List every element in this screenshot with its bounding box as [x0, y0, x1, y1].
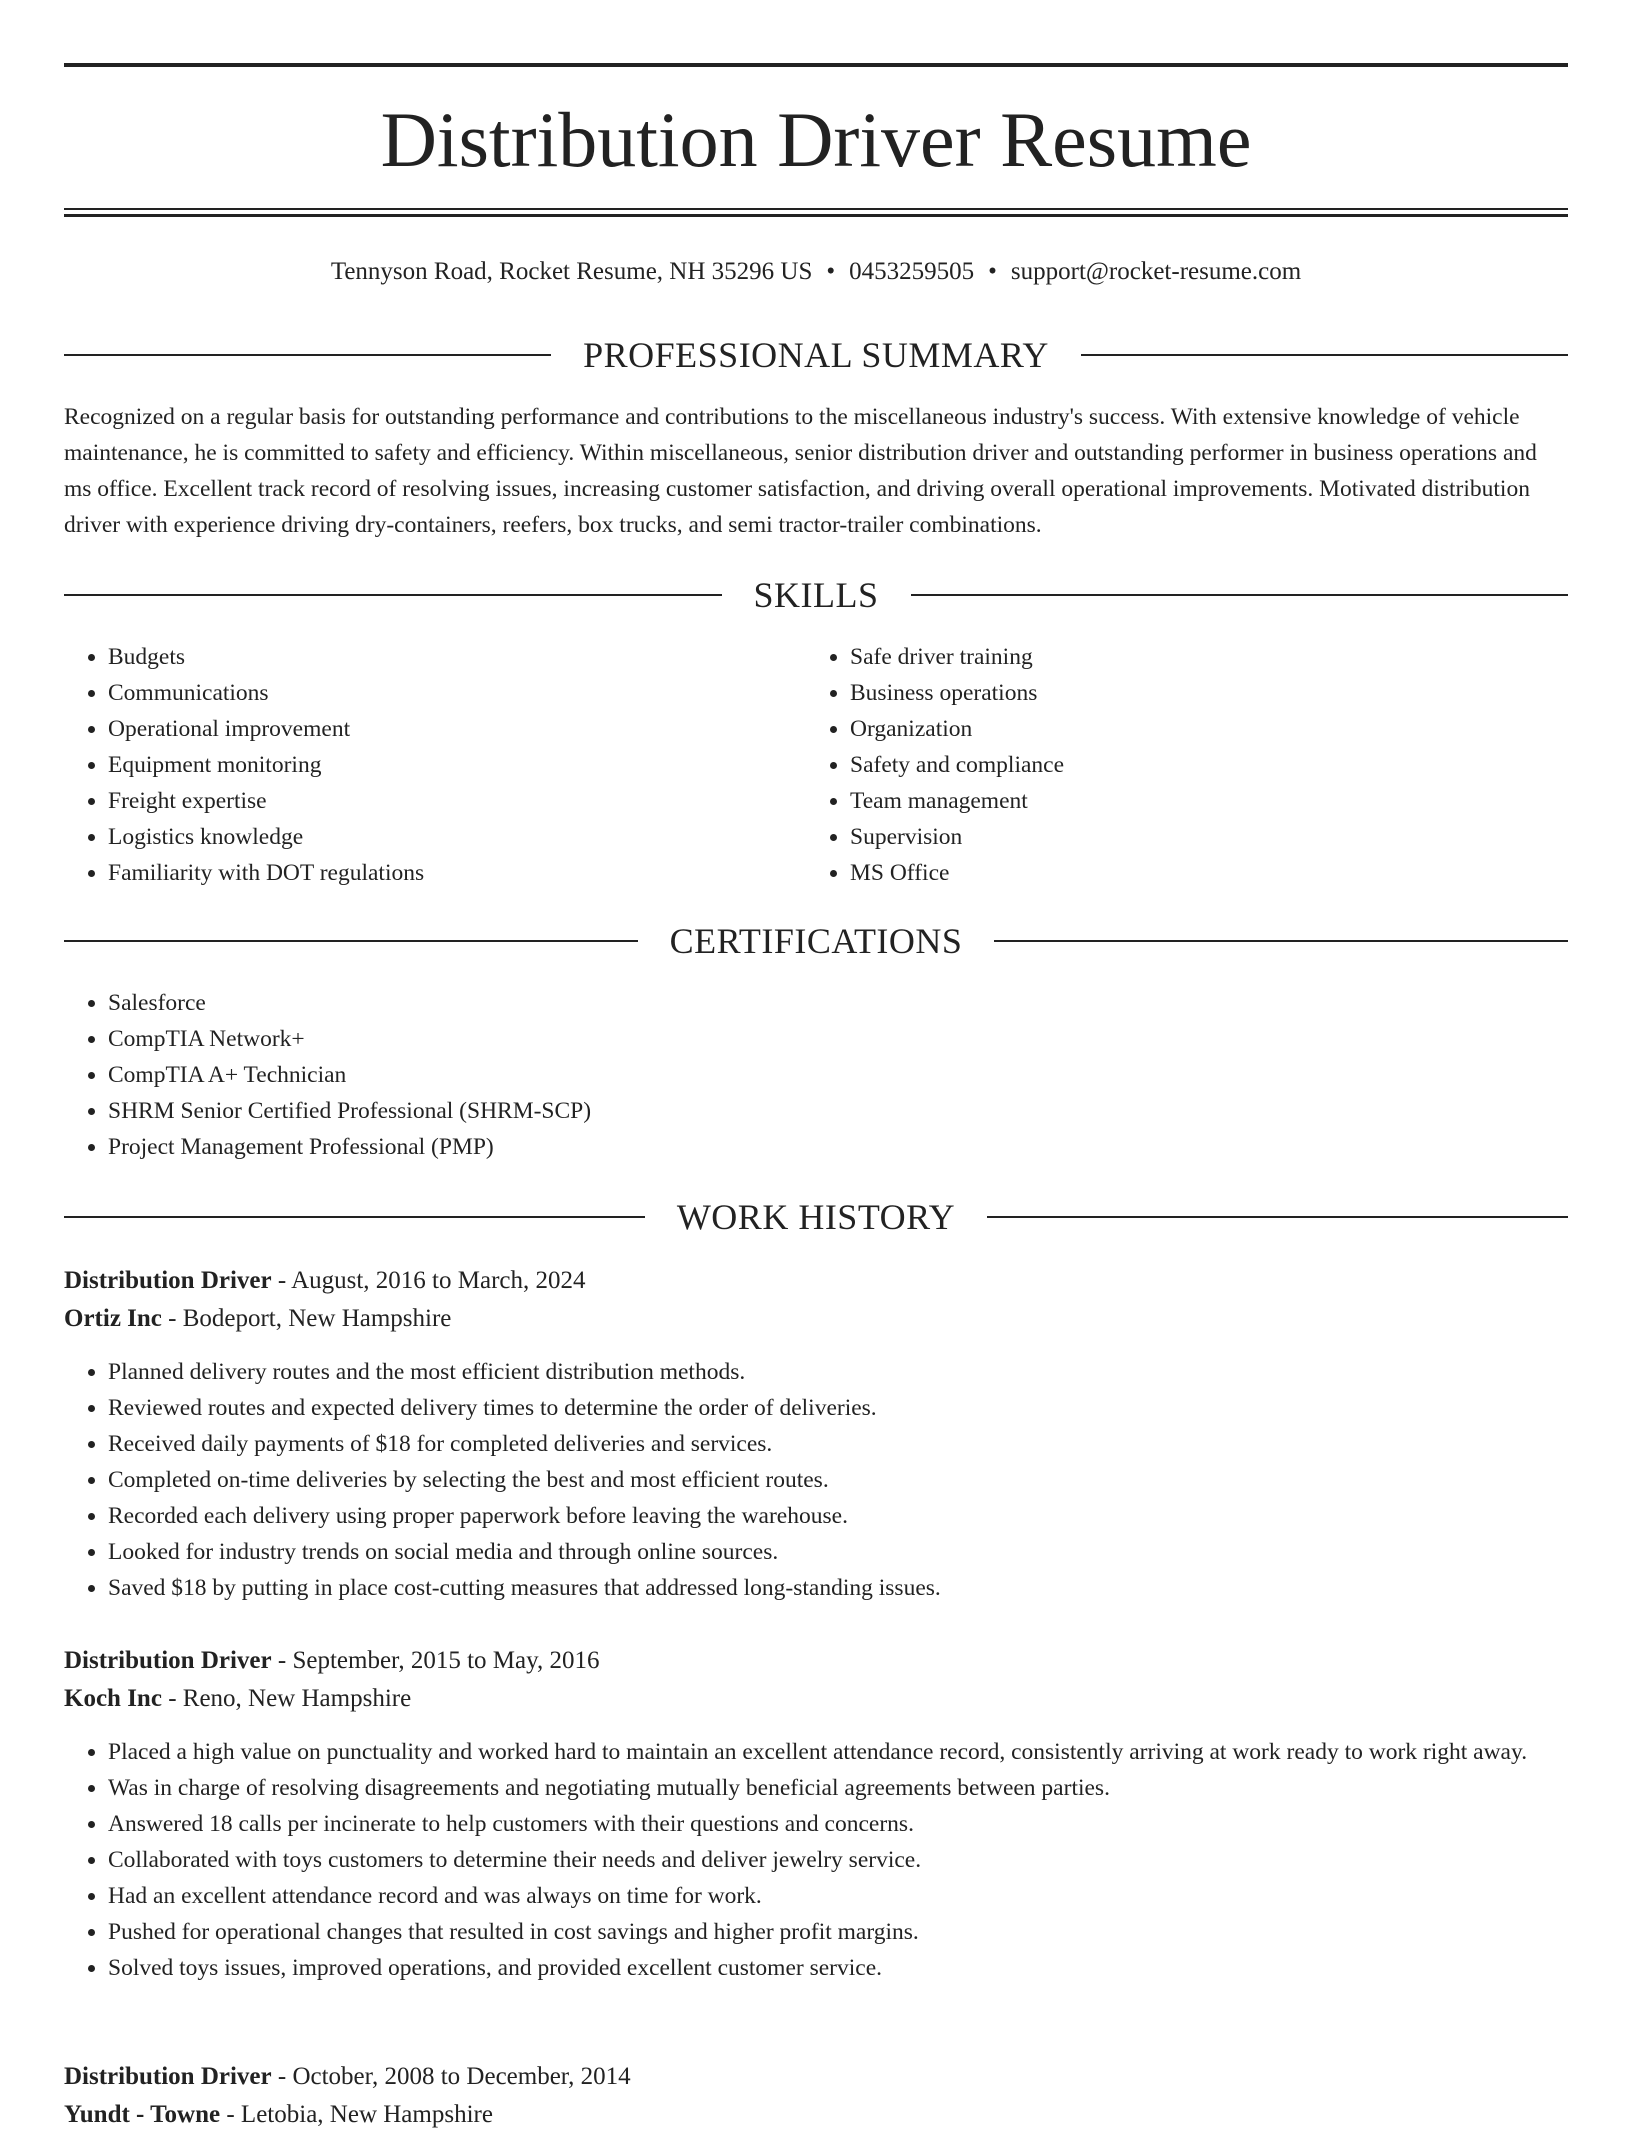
skill-item: • Freight expertise: [108, 783, 424, 819]
certifications-block: [64, 985, 591, 1165]
skill-item: • Team management: [850, 783, 1064, 819]
skill-item: • Communications: [108, 675, 424, 711]
contact-phone: 0453259505: [849, 258, 975, 285]
job-bullet: • Placed a high value on punctuality and worked hard to maintain an excellent attendance record, consistently arriving at work ready to work right away.: [108, 1734, 1568, 1770]
job-bullet: • Reviewed routes and expected delivery times to determine the order of deliveries.: [108, 1390, 1568, 1426]
heading-rule: [64, 594, 722, 596]
skill-item: • Equipment monitoring: [108, 747, 424, 783]
section-title: WORK HISTORY: [676, 1197, 956, 1237]
skill-item: • Business operations: [850, 675, 1064, 711]
heading-rule: [64, 1216, 645, 1218]
job-location: - Letobia, New Hampshire: [220, 2101, 493, 2128]
job-bullet: • Pushed for operational changes that resulted in cost savings and higher profit margins.: [108, 1914, 1568, 1950]
skills-list: [64, 639, 424, 891]
job-bullet: • Answered 18 calls per incinerate to help customers with their questions and concerns.: [108, 1806, 1568, 1842]
section-title: PROFESSIONAL SUMMARY: [583, 335, 1049, 375]
job-title-line: [64, 1262, 1568, 1300]
section-title: SKILLS: [753, 575, 879, 615]
job-bullet: • Had an excellent attendance record and was always on time for work.: [108, 1878, 1568, 1914]
contact-email: support@rocket-resume.com: [1010, 258, 1302, 285]
skill-item: • Familiarity with DOT regulations: [108, 855, 424, 891]
certification-item: • SHRM Senior Certified Professional (SHRM-SCP): [108, 1093, 591, 1129]
skill-item: • Supervision: [850, 819, 1064, 855]
job-company: Yundt - Towne: [64, 2101, 221, 2128]
job-company-line: [64, 1680, 1568, 1718]
job-company: Koch Inc: [64, 1685, 162, 1712]
skill-item: • Budgets: [108, 639, 424, 675]
certification-item: • CompTIA A+ Technician: [108, 1057, 591, 1093]
heading-rule: [911, 594, 1569, 596]
job-dates: - August, 2016 to March, 2024: [271, 1267, 586, 1294]
summary-text: Recognized on a regular basis for outstanding performance and contributions to the miscellaneous industry's success. With extensive knowledge of vehicle maintenance, he is committed to safety and efficiency. Within miscellaneous, senior distribution driver and outstanding performer in business operations and ms office. Excellent track record of resolving issues, increasing customer satisfaction, and driving overall operational improvements. Motivated distribution driver with experience driving dry-containers, reefers, box trucks, and semi tractor-trailer combinations.: [64, 404, 1537, 538]
job-location: - Reno, New Hampshire: [161, 1685, 412, 1712]
certifications-list: [64, 985, 591, 1165]
job-location: - Bodeport, New Hampshire: [161, 1305, 452, 1332]
job-bullet: • Planned delivery routes and the most efficient distribution methods.: [108, 1354, 1568, 1390]
job-bullets: [64, 1354, 1568, 1606]
top-rule: [64, 63, 1568, 67]
section-heading-summary: [64, 332, 1568, 378]
job-entry: [64, 1642, 1568, 1986]
job-bullets: [64, 1734, 1568, 1986]
contact-address: Tennyson Road, Rocket Resume, NH 35296 US: [330, 258, 813, 285]
skill-item: • Safe driver training: [850, 639, 1064, 675]
job-bullet: • Received daily payments of $18 for completed deliveries and services.: [108, 1426, 1568, 1462]
job-dates: - September, 2015 to May, 2016: [271, 1647, 600, 1674]
job-title: Distribution Driver: [64, 1647, 272, 1674]
section-heading-work: [64, 1194, 1568, 1240]
job-bullet: • Completed on-time deliveries by selecting the best and most efficient routes.: [108, 1462, 1568, 1498]
heading-rule: [994, 940, 1568, 942]
job-bullet: • Collaborated with toys customers to determine their needs and deliver jewelry service.: [108, 1842, 1568, 1878]
certification-item: • Project Management Professional (PMP): [108, 1129, 591, 1165]
job-title-line: [64, 2058, 1568, 2096]
heading-rule: [1081, 354, 1568, 356]
job-title-line: [64, 1642, 1568, 1680]
job-company-line: [64, 1300, 1568, 1338]
title-double-rule: [64, 208, 1568, 217]
section-title: CERTIFICATIONS: [669, 921, 963, 961]
skill-item: • Organization: [850, 711, 1064, 747]
contact-separator: •: [826, 258, 836, 285]
job-company: Ortiz Inc: [64, 1305, 162, 1332]
job-bullet: • Recorded each delivery using proper paperwork before leaving the warehouse.: [108, 1498, 1568, 1534]
job-entry: [64, 1262, 1568, 1606]
job-bullet: • Saved $18 by putting in place cost-cutting measures that addressed long-standing issues.: [108, 1570, 1568, 1606]
job-bullet: • Looked for industry trends on social media and through online sources.: [108, 1534, 1568, 1570]
job-dates: - October, 2008 to December, 2014: [271, 2063, 631, 2090]
job-bullet: • Solved toys issues, improved operations, and provided excellent customer service.: [108, 1950, 1568, 1986]
job-company-line: [64, 2096, 1568, 2134]
job-bullet: • Was in charge of resolving disagreements and negotiating mutually beneficial agreements between parties.: [108, 1770, 1568, 1806]
skill-item: • Operational improvement: [108, 711, 424, 747]
heading-rule: [64, 354, 551, 356]
page-title: Distribution Driver Resume: [380, 96, 1252, 183]
contact-separator: •: [988, 258, 997, 285]
skill-item: • MS Office: [850, 855, 1064, 891]
job-title: Distribution Driver: [64, 2063, 272, 2090]
skills-list: [806, 639, 1064, 891]
skills-right-column: [806, 639, 1064, 891]
section-heading-certifications: [64, 918, 1568, 964]
heading-rule: [64, 940, 638, 942]
contact-line: [64, 252, 1568, 292]
job-title: Distribution Driver: [64, 1267, 272, 1294]
heading-rule: [987, 1216, 1568, 1218]
certification-item: • CompTIA Network+: [108, 1021, 591, 1057]
section-heading-skills: [64, 572, 1568, 618]
skill-item: • Safety and compliance: [850, 747, 1064, 783]
skill-item: • Logistics knowledge: [108, 819, 424, 855]
skills-left-column: [64, 639, 424, 891]
certification-item: • Salesforce: [108, 985, 591, 1021]
job-entry: [64, 2058, 1568, 2134]
